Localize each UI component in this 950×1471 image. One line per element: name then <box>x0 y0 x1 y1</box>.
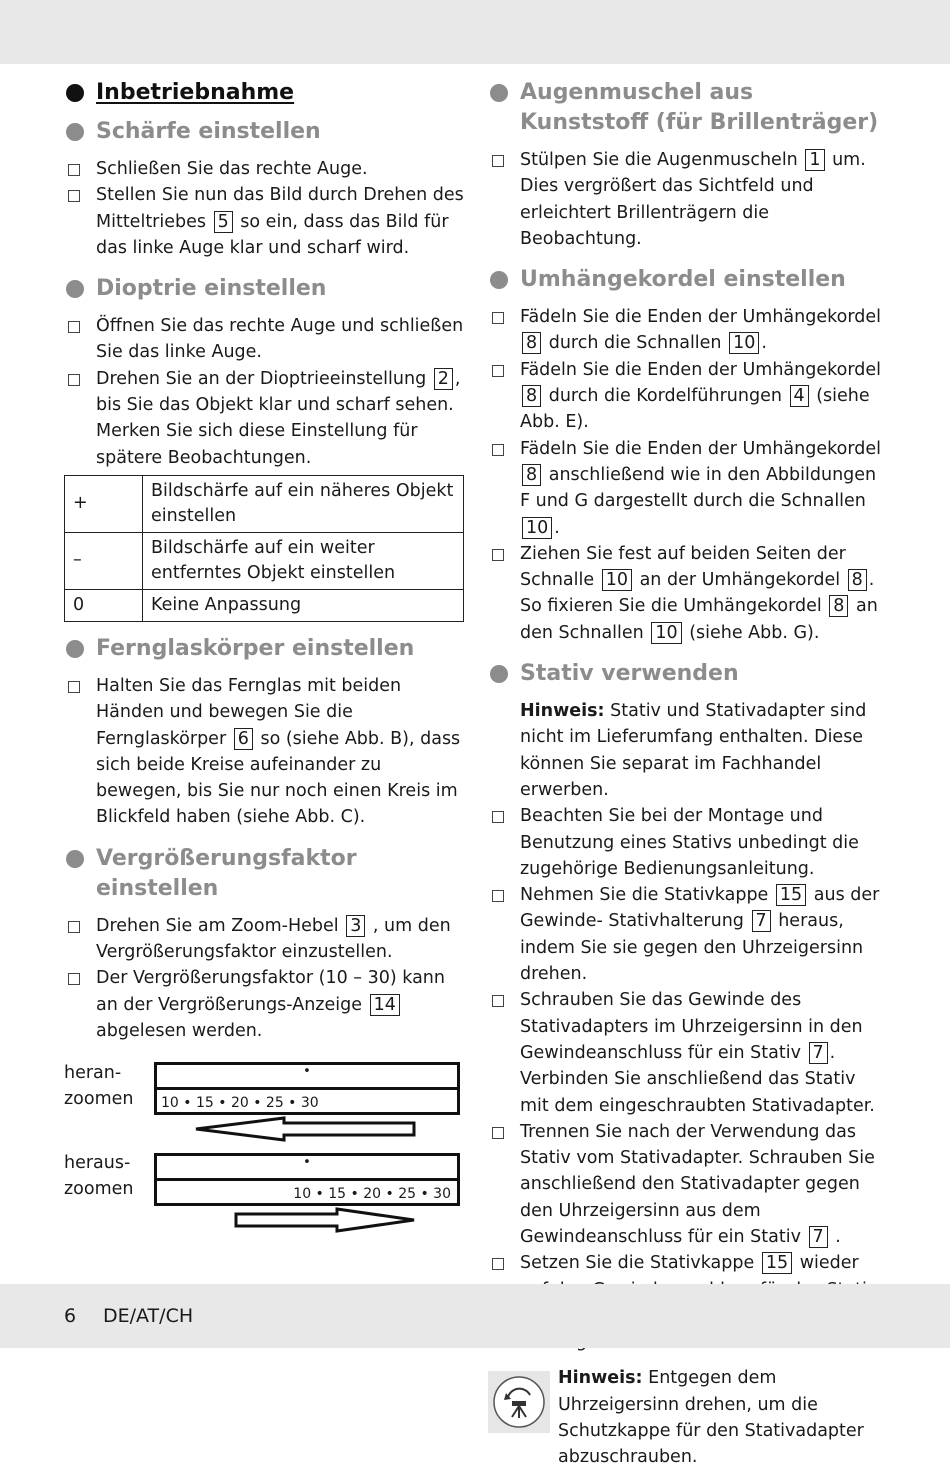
list-item: Setzen Sie die Stativkappe 15 wieder <box>488 1250 888 1355</box>
part-number-box: 10 <box>651 622 681 644</box>
note-box: Hinweis: Entgegen dem Uhrzeigersinn drehen, um die Schutzkappe für den Stativadapter abzuschrauben. <box>488 1365 888 1470</box>
checkbox-bullet-icon <box>492 444 504 456</box>
list-item: Fädeln Sie die Enden der Umhängekordel 8 durch die Schnallen 10 . <box>488 304 888 357</box>
zoom-diagram <box>64 1060 464 1240</box>
page-number: 6 <box>64 1305 77 1327</box>
locale-label: DE/AT/CH <box>103 1305 194 1327</box>
checkbox-bullet-icon <box>68 190 80 202</box>
bullet-dot-icon <box>490 271 508 289</box>
tripod-unscrew-icon <box>488 1371 550 1433</box>
list-item: Fädeln Sie die Enden der Umhängekordel 8 durch die Kordelführungen 4 (siehe Abb. E). <box>488 357 888 436</box>
checkbox-bullet-icon <box>68 973 80 985</box>
table-row <box>65 589 464 621</box>
part-number-box: 8 <box>522 464 541 486</box>
part-number-box: 15 <box>776 884 806 906</box>
zoom-scale: 10 • 15 • 20 • 25 • 30 <box>293 1186 451 1203</box>
checkbox-bullet-icon <box>68 321 80 333</box>
list-item: Halten Sie das Fernglas mit beiden Händen und bewegen Sie die Fernglaskörper 6 so (siehe Abb. B), dass sich beide Kreise aufeinander zu bewegen, bis Sie nur noch einen Kreis im Blickfeld haben (siehe Abb. C). <box>64 673 464 831</box>
part-number-box: 7 <box>809 1042 828 1064</box>
top-band <box>0 0 950 64</box>
part-number-box: 14 <box>370 994 400 1016</box>
list-item: Stülpen Sie die Augenmuscheln 1 um. <box>488 147 888 173</box>
zoom-marker-bar <box>154 1062 460 1090</box>
part-number-box: 10 <box>602 569 632 591</box>
zoom-out-label: heraus- zoomen <box>64 1153 134 1200</box>
list-item: Ziehen Sie fest auf beiden Seiten der Schnalle 10 an der Umhängekordel 8 . So fixieren Sie die Umhängekordel 8 an den Schnallen 10 (siehe Abb. G). <box>488 541 888 646</box>
heading-stativ: Stativ verwenden <box>488 659 888 689</box>
part-number-box: 5 <box>214 211 233 233</box>
right-column <box>488 78 888 1471</box>
heading-vergroesserung: Vergrößerungsfaktor einstellen <box>64 844 464 904</box>
section-heading-inbetriebnahme: Inbetriebnahme <box>64 78 464 108</box>
heading-kordel: Umhängekordel einstellen <box>488 265 888 295</box>
checkbox-bullet-icon <box>492 312 504 324</box>
hint-paragraph: Hinweis: Stativ und Stativadapter sind nicht im Lieferumfang enthalten. Diese können Sie separat im Fachhandel erwerben. <box>520 701 867 800</box>
checkbox-bullet-icon <box>492 890 504 902</box>
heading-dioptrie: Dioptrie einstellen <box>64 274 464 304</box>
part-number-box: 1 <box>805 149 824 171</box>
table-cell-symbol: 0 <box>65 589 143 621</box>
part-number-box: 3 <box>346 915 365 937</box>
zoom-scale-bar <box>154 1178 460 1206</box>
zoom-marker: • <box>303 1155 311 1171</box>
zoom-marker-bar <box>154 1153 460 1181</box>
checkbox-bullet-icon <box>68 921 80 933</box>
checkbox-bullet-icon <box>492 155 504 167</box>
heading-fernglas: Fernglaskörper einstellen <box>64 634 464 664</box>
zoom-scale-bar <box>154 1087 460 1115</box>
table-cell-text: Keine Anpassung <box>143 589 464 621</box>
heading-schaerfe: Schärfe einstellen <box>64 117 464 147</box>
table-cell-text: Bildschärfe auf ein weiter entferntes Objekt einstellen <box>143 532 464 589</box>
list-item: Der Vergrößerungsfaktor (10 – 30) kann an der Vergrößerungs-Anzeige 14 abgelesen werden. <box>64 965 464 1044</box>
dioptrie-table <box>64 475 464 622</box>
list-item: Schrauben Sie das Gewinde des Stativadapters im Uhrzeigersinn in den Gewindeanschluss für ein Stativ 7 . <box>488 987 888 1066</box>
bullet-dot-icon <box>490 665 508 683</box>
checkbox-bullet-icon <box>68 374 80 386</box>
list-item: Trennen Sie nach der Verwendung das Stativ vom Stativadapter. Schrauben Sie anschließend den Stativadapter gegen den Uhrzeigersinn aus dem Gewindeanschluss für ein Stativ 7 . <box>488 1119 888 1250</box>
table-row <box>65 475 464 532</box>
left-column <box>64 78 464 1240</box>
checkbox-bullet-icon <box>492 811 504 823</box>
zoom-marker: • <box>303 1064 311 1080</box>
part-number-box: 15 <box>762 1252 792 1274</box>
bullet-dot-icon <box>66 850 84 868</box>
list-item: Fädeln Sie die Enden der Umhängekordel 8 anschließend wie in den Abbildungen F und G dargestellt durch die Schnallen 10 . <box>488 436 888 541</box>
bullet-dot-icon <box>66 280 84 298</box>
part-number-box: 8 <box>522 332 541 354</box>
list-item: Drehen Sie an der Dioptrieeinstellung 2 , bis Sie das Objekt klar und scharf sehen. Merken Sie sich diese Einstellung für spätere Beobachtungen. <box>64 366 464 471</box>
arrow-right-icon <box>232 1207 416 1233</box>
checkbox-bullet-icon <box>492 549 504 561</box>
zoom-scale: 10 • 15 • 20 • 25 • 30 <box>161 1095 319 1112</box>
arrow-left-icon <box>194 1116 424 1142</box>
bullet-dot-icon <box>66 84 84 102</box>
part-number-box: 4 <box>790 385 809 407</box>
checkbox-bullet-icon <box>492 365 504 377</box>
heading-augenmuschel: Augenmuschel aus Kunststoff (für Brillenträger) <box>488 78 888 138</box>
table-cell-symbol: + <box>65 475 143 532</box>
checkbox-bullet-icon <box>68 681 80 693</box>
bullet-dot-icon <box>66 640 84 658</box>
part-number-box: 10 <box>729 332 759 354</box>
bullet-dot-icon <box>66 123 84 141</box>
list-item: Drehen Sie am Zoom-Hebel 3 , um den Vergrößerungsfaktor einzustellen. <box>64 913 464 966</box>
paragraph: Dies vergrößert das Sichtfeld und erleichtert Brillenträgern die Beobachtung. <box>520 176 814 249</box>
list-item: Stellen Sie nun das Bild durch Drehen des Mitteltriebes 5 so ein, dass das Bild für das linke Auge klar und scharf wird. <box>64 182 464 261</box>
checkbox-bullet-icon <box>492 995 504 1007</box>
part-number-box: 8 <box>829 595 848 617</box>
paragraph: Verbinden Sie anschließend das Stativ mit dem eingeschraubten Stativadapter. <box>520 1069 875 1116</box>
part-number-box: 8 <box>522 385 541 407</box>
part-number-box: 10 <box>522 517 552 539</box>
list-item: Beachten Sie bei der Montage und Benutzung eines Stativs unbedingt die zugehörige Bedienungsanleitung. <box>488 803 888 882</box>
table-cell-text: Bildschärfe auf ein näheres Objekt einstellen <box>143 475 464 532</box>
checkbox-bullet-icon <box>492 1258 504 1270</box>
list-item: Öffnen Sie das rechte Auge und schließen Sie das linke Auge. <box>64 313 464 366</box>
table-cell-symbol: – <box>65 532 143 589</box>
bullet-dot-icon <box>490 84 508 102</box>
part-number-box: 2 <box>434 368 453 390</box>
list-item: Nehmen Sie die Stativkappe 15 aus der Gewinde- Stativhalterung 7 heraus, indem Sie sie gegen den Uhrzeigersinn drehen. <box>488 882 888 987</box>
zoom-in-label: heran- zoomen <box>64 1063 134 1110</box>
part-number-box: 8 <box>848 569 867 591</box>
part-number-box: 7 <box>809 1226 828 1248</box>
part-number-box: 7 <box>752 910 771 932</box>
checkbox-bullet-icon <box>68 164 80 176</box>
list-item: Schließen Sie das rechte Auge. <box>64 156 464 182</box>
footer <box>0 1284 950 1348</box>
part-number-box: 6 <box>234 728 253 750</box>
table-row <box>65 532 464 589</box>
checkbox-bullet-icon <box>492 1127 504 1139</box>
